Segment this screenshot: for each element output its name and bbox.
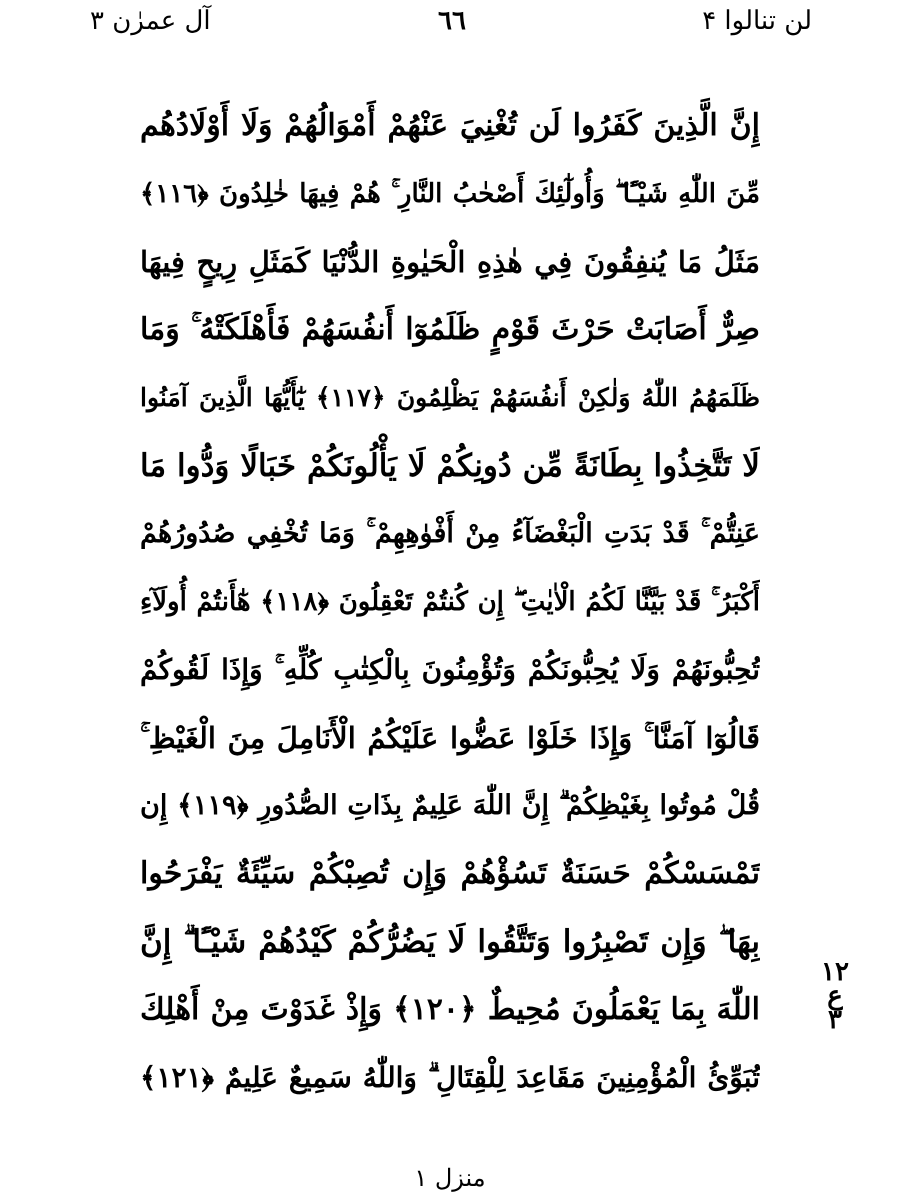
verse-line: تُبَوِّئُ الْمُؤْمِنِينَ مَقَاعِدَ لِلْقِتَالِ ۗ وَاللّٰهُ سَمِيعٌ عَلِيمٌ ﴿١٢١﴾ xyxy=(140,1061,760,1094)
verse-line: قَالُوٓا آمَنَّا ۚ وَإِذَا خَلَوْا عَضُّوا عَلَيْكُمُ الْأَنَامِلَ مِنَ الْغَيْظِ ۚ xyxy=(140,721,760,755)
verse-line: بِهَا ۖ وَإِن تَصْبِرُوا وَتَتَّقُوا لَا يَضُرُّكُمْ كَيْدُهُمْ شَيْـًٔا ۗ إِنَّ xyxy=(140,924,760,960)
page-header xyxy=(0,0,900,40)
page-number: ٦٦ xyxy=(438,6,466,36)
manzil-footer: منزل ۱ xyxy=(414,1164,486,1192)
juz-title: لن تنالوا ۴ xyxy=(702,6,812,36)
ruku-number-bottom: ٣ xyxy=(828,1005,842,1035)
verse-line: ظَلَمَهُمُ اللّٰهُ وَلٰكِنْ أَنفُسَهُمْ يَظْلِمُونَ ﴿١١٧﴾ يٰٓأَيُّهَا الَّذِينَ آمَنُوا xyxy=(140,383,760,412)
verse-line: تُحِبُّونَهُمْ وَلَا يُحِبُّونَكُمْ وَتُؤْمِنُونَ بِالْكِتٰبِ كُلِّهِ ۚ وَإِذَا لَقُوكُمْ xyxy=(140,653,760,686)
surah-title: آل عمرٰن ۳ xyxy=(90,6,211,36)
verse-line: إِنَّ الَّذِينَ كَفَرُوا لَن تُغْنِيَ عَنْهُمْ أَمْوَالُهُمْ وَلَا أَوْلَادُهُم xyxy=(140,108,760,143)
verse-line: لَا تَتَّخِذُوا بِطَانَةً مِّن دُونِكُمْ لَا يَأْلُونَكُمْ خَبَالًا وَدُّوا مَا xyxy=(140,448,760,484)
verse-line: قُلْ مُوتُوا بِغَيْظِكُمْ ۗ إِنَّ اللّٰهَ عَلِيمٌ بِذَاتِ الصُّدُورِ ﴿١١٩﴾ إِن xyxy=(140,790,760,821)
verse-line: اللّٰهَ بِمَا يَعْمَلُونَ مُحِيطٌ ﴿١٢٠﴾ وَإِذْ غَدَوْتَ مِنْ أَهْلِكَ xyxy=(140,992,760,1027)
verse-line: عَنِتُّمْ ۚ قَدْ بَدَتِ الْبَغْضَآءُ مِنْ أَفْوٰهِهِمْ ۚ وَمَا تُخْفِي صُدُورُهُمْ xyxy=(140,518,760,549)
verse-text-block xyxy=(140,92,760,1112)
verse-line: تَمْسَسْكُمْ حَسَنَةٌ تَسُؤْهُمْ وَإِن تُصِبْكُمْ سَيِّئَةٌ يَفْرَحُوا xyxy=(140,856,760,891)
verse-line: مِّنَ اللّٰهِ شَيْـًٔا ۖ وَأُولٰٓئِكَ أَصْحٰبُ النَّارِ ۚ هُمْ فِيهَا خٰلِدُونَ ﴿١١٦﴾ xyxy=(140,179,760,209)
verse-line: صِرٌّ أَصَابَتْ حَرْثَ قَوْمٍ ظَلَمُوٓا أَنفُسَهُمْ فَأَهْلَكَتْهُ ۚ وَمَا xyxy=(140,312,760,347)
ruku-symbol: ع xyxy=(827,981,843,1011)
verse-line: أَكْبَرُ ۚ قَدْ بَيَّنَّا لَكُمُ الْاٰيٰتِ ۖ إِن كُنتُمْ تَعْقِلُونَ ﴿١١٨﴾ هٰٓأَنتُمْ أُولَآءِ xyxy=(140,587,760,617)
ruku-marker xyxy=(818,958,852,1034)
ruku-number-top: ١٢ xyxy=(821,957,849,987)
verse-line: مَثَلُ مَا يُنفِقُونَ فِي هٰذِهِ الْحَيٰوةِ الدُّنْيَا كَمَثَلِ رِيحٍ فِيهَا xyxy=(140,245,760,279)
